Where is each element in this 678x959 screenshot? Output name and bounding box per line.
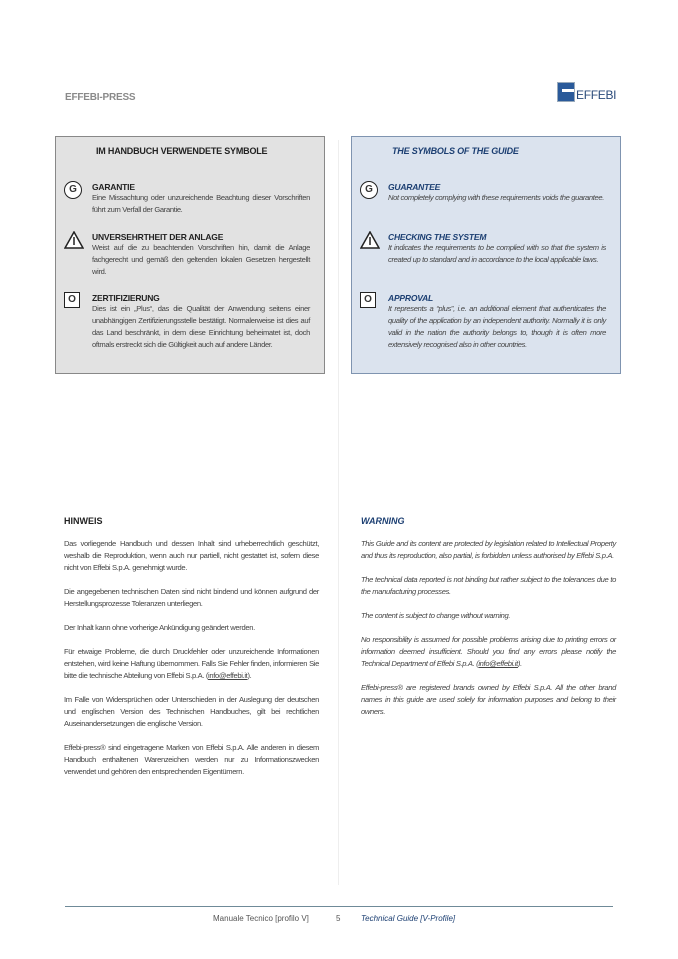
item-text: It indicates the requirements to be complied with so that the system is created up to standard and in accordance to the local applicable laws. — [388, 243, 606, 264]
item-text: Dies ist ein „Plus“, das die Qualität der Anwendung seitens einer unabhängigen Zertifizierungsstelle bestätigt. Normalerweise ist dies auf das Land beschränkt, in dem diese Einrichtung beheimatet ist, doch oftmals erstreckt sich die Gültigkeit auch auf andere Länder. — [92, 304, 310, 349]
item-title: ZERTIFIZIERUNG — [92, 293, 160, 303]
page-number: 5 — [336, 914, 341, 923]
item-title: CHECKING THE SYSTEM — [388, 232, 487, 242]
item-title: UNVERSEHRTHEIT DER ANLAGE — [92, 232, 224, 242]
symbol-item-approval — [364, 293, 606, 351]
symbols-box-german — [55, 136, 325, 374]
item-title: GUARANTEE — [388, 182, 441, 192]
paragraph: Der Inhalt kann ohne vorherige Ankündigung geändert werden. — [64, 623, 255, 632]
paragraph: The technical data reported is not binding but rather subject to the tolerances due to the manufacturing processes. — [361, 575, 616, 596]
symbol-item-zertifizierung — [68, 293, 310, 351]
paragraph: Effebi-press® are registered brands owned by Effebi S.p.A. All the other brand names in this guide are used solely for information purposes and belong to their owners. — [361, 683, 616, 716]
item-text: Not completely complying with these requirements voids the guarantee. — [388, 193, 605, 202]
footer-left: Manuale Tecnico [profilo V] — [213, 914, 309, 923]
logo-mark-icon — [557, 82, 575, 102]
paragraph: Die angegebenen technischen Daten sind nicht bindend und können aufgrund der Herstellungsprozesse Toleranzen unterliegen. — [64, 587, 319, 608]
symbol-item-guarantee — [365, 182, 606, 204]
paragraph: Effebi-press® sind eingetragene Marken von Effebi S.p.A. Alle anderen in diesem Handbuch enthaltenen Warenzeichen werden nur zu Informationszwecken verwendet und gehören den entsprechenden Eigentümern. — [64, 743, 319, 776]
paragraph: The content is subject to change without warning. — [361, 611, 511, 620]
paragraph — [64, 646, 319, 682]
paragraph-text: No responsibility is assumed for possible problems arising due to printing errors or information deemed insufficient. Should you find any errors please notify the Technical Department of Effebi S.p.A. ( — [361, 635, 616, 668]
symbols-box-english — [351, 136, 621, 374]
paragraph: Im Falle von Widersprüchen oder Unterschieden in der Auslegung der deutschen und englischen Version des Technischen Handbuches, gilt bei rechtlichen Auseinandersetzungen die englische Version. — [64, 695, 319, 728]
symbol-item-checking — [388, 232, 606, 266]
guarantee-g-icon: G — [360, 181, 378, 199]
box-title: IM HANDBUCH VERWENDETE SYMBOLE — [96, 146, 268, 156]
guarantee-g-icon: G — [64, 181, 82, 199]
brand-header: EFFEBI-PRESS — [65, 92, 136, 103]
approval-o-icon: O — [64, 292, 80, 308]
paragraph: Das vorliegende Handbuch und dessen Inhalt sind urheberrechtlich geschützt, weshalb die Reproduktion, wenn auch nur partiell, nicht gestattet ist, sofern diese nicht von Effebi S.p.A. genehmigt wurde. — [64, 539, 319, 572]
item-title: GARANTIE — [92, 182, 135, 192]
paragraph-text: Für etwaige Probleme, die durch Druckfehler oder unzureichende Informationen entstehen, wird keine Haftung übernommen. Falls Sie Fehler finden, informieren Sie bitte die technische Abteilung von Effebi S.p.A. ( — [64, 647, 319, 680]
paragraph — [361, 634, 616, 670]
footer-rule — [65, 906, 613, 907]
symbol-item-anlage — [92, 232, 310, 278]
notice-english — [361, 516, 616, 730]
approval-o-icon: O — [360, 292, 376, 308]
notice-german — [64, 516, 319, 790]
warning-triangle-icon — [64, 231, 84, 249]
box-title: THE SYMBOLS OF THE GUIDE — [392, 146, 519, 156]
footer-right: Technical Guide [V-Profile] — [361, 914, 456, 923]
email-link[interactable]: info@effebi.it — [208, 671, 248, 680]
item-text: It represents a “plus”, i.e. an additional element that authenticates the quality of the application by an independent authority. Normally it is only valid in the nation the authority belongs to, though it is often more extensively recognised also in other countries. — [388, 304, 606, 349]
item-text: Eine Missachtung oder unzureichende Beachtung dieser Vorschriften führt zum Verfall der Garantie. — [92, 193, 310, 214]
symbol-item-garantie — [69, 182, 310, 216]
column-divider — [338, 140, 339, 885]
paragraph: This Guide and its content are protected by legislation related to Intellectual Property and thus its reproduction, also partial, is forbidden unless authorised by Effebi S.p.A. — [361, 539, 616, 560]
warning-triangle-icon — [360, 231, 380, 249]
notice-title: HINWEIS — [64, 516, 103, 526]
paragraph-close: ). — [517, 659, 522, 668]
email-link[interactable]: info@effebi.it — [478, 659, 518, 668]
item-title: APPROVAL — [388, 293, 433, 303]
logo-text: EFFEBI — [576, 88, 617, 102]
notice-title: WARNING — [361, 516, 405, 526]
item-text: Weist auf die zu beachtenden Vorschriften hin, damit die Anlage fachgerecht und gemäß den geltenden lokalen Gesetzen hergestellt wird. — [92, 243, 310, 276]
paragraph-close: ). — [247, 671, 252, 680]
effebi-logo — [557, 82, 616, 102]
